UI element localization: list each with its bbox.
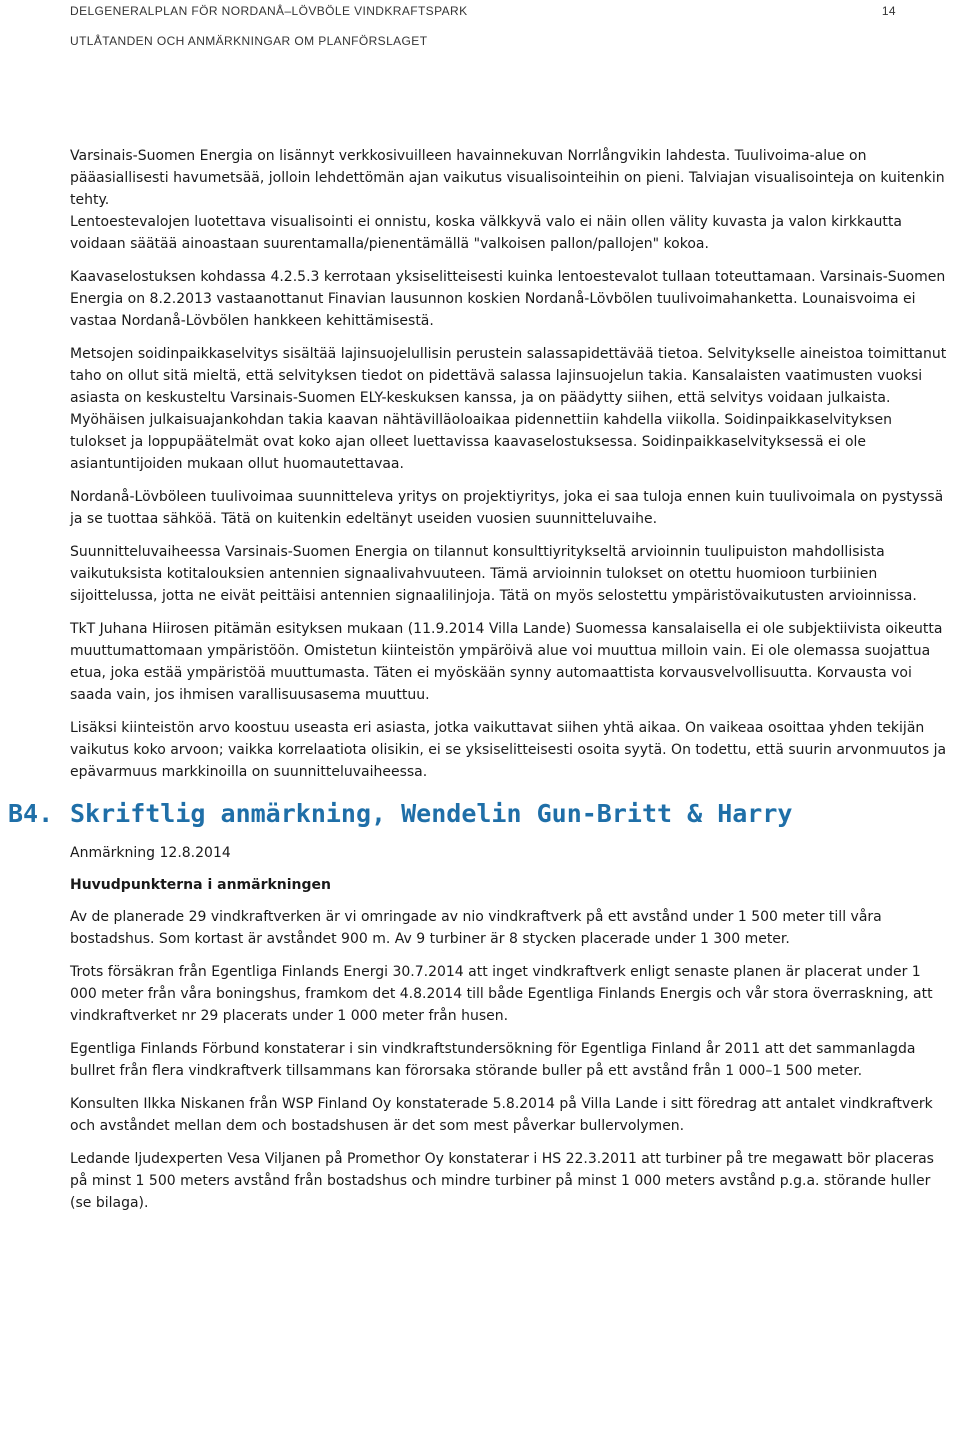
document-subtitle: UTLÅTANDEN OCH ANMÄRKNINGAR OM PLANFÖRSLAGET	[70, 34, 428, 48]
document-title: DELGENERALPLAN FÖR NORDANÅ–LÖVBÖLE VINDKRAFTSPARK	[70, 4, 468, 18]
paragraph: Metsojen soidinpaikkaselvitys sisältää lajinsuojelullisin perustein salassapidettävää tietoa. Selvitykselle aineistoa toimittanut taho on ollut sitä mieltä, että selvityksen tiedot on pidettävä salassa lajinsuojelun takia. Kansalaisten vaatimusten vuoksi asiasta on keskusteltu Varsinais-Suomen ELY-keskuksen kanssa, ja on päädytty siihen, että selvitys voidaan julkaista. Myöhäisen julkaisuajankohdan takia kaavan nähtävilläoloaikaa pidennettiin kahdella viikolla. Soidinpaikkaselvityksen tulokset ja loppupäätelmät ovat koko ajan olleet luettavissa kaavaselostuksessa. Soidinpaikkaselvityksessä ei ole asiantuntijoiden mukaan ollut huomautettavaa.	[70, 346, 947, 472]
paragraph: Suunnitteluvaiheessa Varsinais-Suomen Energia on tilannut konsulttiyritykseltä arvioinnin tuulipuiston mahdollisista vaikutuksista kotitalouksien antennien signaalivahvuuteen. Tämä arvioinnin tulokset on otettu huomioon turbiinien sijoittelussa, jotta ne eivät peittäisi antennien signaalilinjoja. Tätä on myös selostettu ympäristövaikutusten arvioinnissa.	[70, 544, 917, 604]
section-number: B4.	[8, 799, 54, 828]
page-number: 14	[881, 4, 896, 18]
paragraph: Varsinais-Suomen Energia on lisännyt verkkosivuilleen havainnekuvan Norrlångvikin lahdesta. Tuulivoima-alue on pääasiallisesti havumetsää, jolloin lehdettömän ajan vaikutus visualisointeihin on pieni. Talviajan visualisointeja on kuitenkin tehty.	[70, 148, 945, 208]
sub-heading: Huvudpunkterna i anmärkningen	[70, 877, 331, 893]
paragraph: Trots försäkran från Egentliga Finlands Energi 30.7.2014 att inget vindkraftverk enligt senaste planen är placerat under 1 000 meter från våra boningshus, framkom det 4.8.2014 till både Egentliga Finlands Energis och vår stora överraskning, att vindkraftverket nr 29 placerats under 1 000 meter från husen.	[70, 964, 933, 1024]
paragraph: Lentoestevalojen luotettava visualisointi ei onnistu, koska välkkyvä valo ei näin ollen välity kuvasta ja valon kirkkautta voidaan säätää ainoastaan suurentamalla/pienentämällä "valkoisen pallon/pallojen" kokoa.	[70, 214, 902, 252]
paragraph: Av de planerade 29 vindkraftverken är vi omringade av nio vindkraftverk på ett avstånd under 1 500 meter till våra bostadshus. Som kortast är avståndet 900 m. Av 9 turbiner är 8 stycken placerade under 1 300 meter.	[70, 909, 882, 947]
paragraph: Konsulten Ilkka Niskanen från WSP Finland Oy konstaterade 5.8.2014 på Villa Lande i sitt föredrag att antalet vindkraftverk och avståndet mellan dem och bostadshusen är det som mest påverkar bullervolymen.	[70, 1096, 933, 1134]
section-title: Skriftlig anmärkning, Wendelin Gun-Britt & Harry	[70, 799, 793, 828]
paragraph: Ledande ljudexperten Vesa Viljanen på Promethor Oy konstaterar i HS 22.3.2011 att turbiner på tre megawatt bör placeras på minst 1 500 meters avstånd från bostadshus och mindre turbiner på minst 1 000 meters avstånd p.g.a. störande huller (se bilaga).	[70, 1151, 934, 1211]
paragraph: Nordanå-Lövböleen tuulivoimaa suunnitteleva yritys on projektiyritys, joka ei saa tuloja ennen kuin tuulivoimala on pystyssä ja se tuottaa sähköä. Tätä on kuitenkin edeltänyt useiden vuosien suunnitteluvaihe.	[70, 489, 944, 527]
remark-date: Anmärkning 12.8.2014	[70, 845, 231, 861]
page-content	[8, 145, 950, 1225]
paragraph: TkT Juhana Hiirosen pitämän esityksen mukaan (11.9.2014 Villa Lande) Suomessa kansalaisella ei ole subjektiivista oikeutta muuttumattomaan ympäristöön. Omistetun kiinteistön ympäröivä alue voi muuttua milloin vain. Ei ole olemassa suojattua etua, joka estää ympäristöä muuttumasta. Täten ei myöskään synny automaattista korvausvelvollisuutta. Korvausta voi saada vain, jos ihmisen varallisuusasema muuttuu.	[70, 621, 943, 703]
paragraph: Kaavaselostuksen kohdassa 4.2.5.3 kerrotaan yksiselitteisesti kuinka lentoestevalot tullaan toteuttamaan. Varsinais-Suomen Energia on 8.2.2013 vastaanottanut Finavian lausunnon koskien Nordanå-Lövbölen tuulivoimahanketta. Lounaisvoima ei vastaa Nordanå-Lövbölen hankkeen kehittämisestä.	[70, 269, 946, 329]
section-heading	[8, 794, 950, 842]
paragraph: Egentliga Finlands Förbund konstaterar i sin vindkraftstundersökning för Egentliga Finland år 2011 att det sammanlagda bullret från flera vindkraftverk tillsammans kan förorsaka störande buller på ett avstånd från 1 000–1 500 meter.	[70, 1041, 916, 1079]
paragraph: Lisäksi kiinteistön arvo koostuu useasta eri asiasta, jotka vaikuttavat siihen yhtä aikaa. On vaikeaa osoittaa yhden tekijän vaikutus koko arvoon; vaikka korrelaatiota olisikin, ei se yksiselitteisesti osoita syytä. On todettu, että suurin arvonmuutos ja epävarmuus markkinoilla on suunnitteluvaiheessa.	[70, 720, 947, 780]
